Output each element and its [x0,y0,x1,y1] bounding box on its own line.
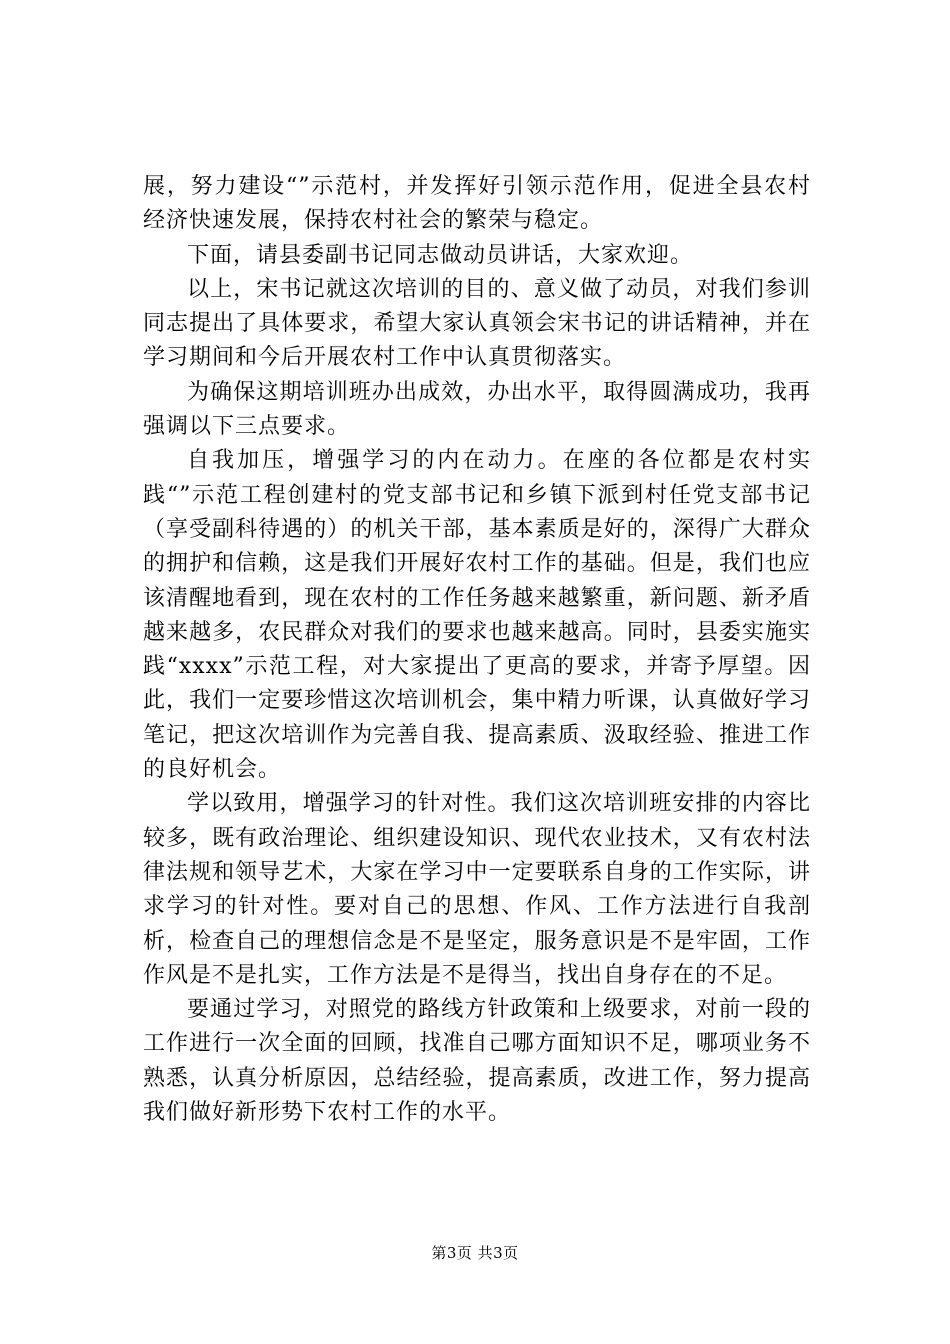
paragraph: 学以致用，增强学习的针对性。我们这次培训班安排的内容比较多，既有政治理论、组织建设知识、现代农业技术，又有农村法律法规和领导艺术，大家在学习中一定要联系自身的工作实际，讲求学习的针对性。要对自己的思想、作风、工作方法进行自我剖析，检查自己的理想信念是不是坚定，服务意识是不是牢固，工作作风是不是扎实，工作方法是不是得当，找出自身存在的不足。 [143,791,811,988]
paragraph: 以上，宋书记就这次培训的目的、意义做了动员，对我们参训同志提出了具体要求，希望大家认真领会宋书记的讲话精神，并在学习期间和今后开展农村工作中认真贯彻落实。 [143,276,811,371]
paragraph: 要通过学习，对照党的路线方针政策和上级要求，对前一段的工作进行一次全面的回顾，找准自己哪方面知识不足，哪项业务不熟悉，认真分析原因，总结经验，提高素质，改进工作，努力提高我们做好新形势下农村工作的水平。 [143,997,811,1126]
paragraph: 下面，请县委副书记同志做动员讲话，大家欢迎。 [187,242,694,268]
page-number-footer: 第3页 共3页 [431,1244,519,1262]
paragraph-continuation: 展，努力建设“”示范村，并发挥好引领示范作用，促进全县农村经济快速发展，保持农村社会的繁荣与稳定。 [143,174,811,234]
paragraph: 自我加压，增强学习的内在动力。在座的各位都是农村实践“”示范工程创建村的党支部书记和乡镇下派到村任党支部书记（享受副科待遇的）的机关干部，基本素质是好的，深得广大群众的拥护和信赖，这是我们开展好农村工作的基础。但是，我们也应该清醒地看到，现在农村的工作任务越来越繁重，新问题、新矛盾越来越多，农民群众对我们的要求也越来越高。同时，县委实施实践“xxxx”示范工程，对大家提出了更高的要求，并寄予厚望。因此，我们一定要珍惜这次培训机会，集中精力听课，认真做好学习笔记，把这次培训作为完善自我、提高素质、汲取经验、推进工作的良好机会。 [143,448,811,783]
document-body [143,170,811,1130]
paragraph: 为确保这期培训班办出成效，办出水平，取得圆满成功，我再强调以下三点要求。 [143,379,811,440]
